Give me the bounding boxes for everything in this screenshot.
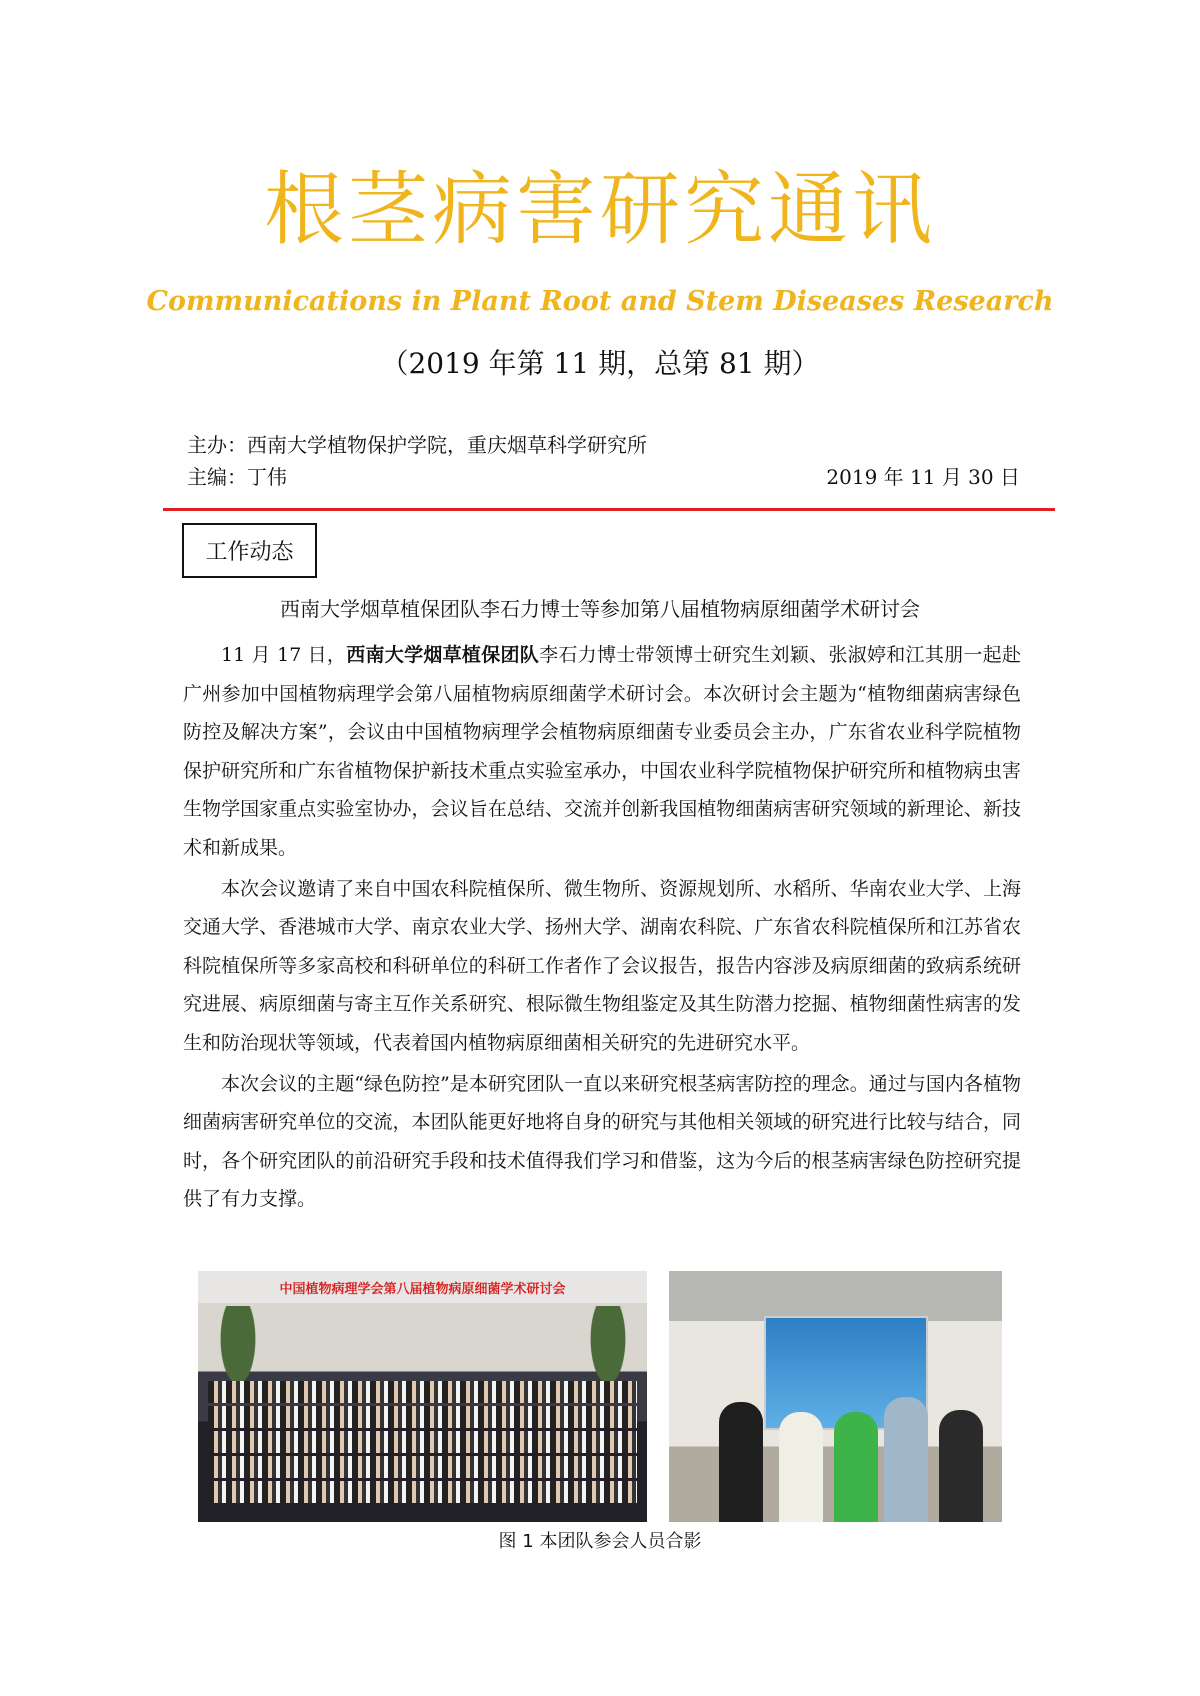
crowd-row [208,1381,637,1403]
person [884,1397,928,1522]
section-label: 工作动态 [182,523,317,578]
crowd-row [208,1456,637,1478]
crowd-row [208,1431,637,1453]
person [779,1412,823,1522]
crowd-row [208,1481,637,1503]
paragraph-2: 本次会议邀请了来自中国农科院植保所、微生物所、资源规划所、水稻所、华南农业大学、上海交通大学、香港城市大学、南京农业大学、扬州大学、湖南农科院、广东省农科院植保所和江苏省农科院植保所等多家高校和科研单位的科研工作者作了会议报告，报告内容涉及病原细菌的致病系统研究进展、病原细菌与寄主互作关系研究、根际微生物组鉴定及其生防潜力挖掘、植物细菌性病害的发生和防治现状等领域，代表着国内植物病原细菌相关研究的先进研究水平。 [183,877,1021,1054]
p1-text: 李石力博士带领博士研究生刘颖、张淑婷和江其朋一起赴广州参加中国植物病理学会第八届植物病原细菌学术研讨会。本次研讨会主题为“植物细菌病害绿色防控及解决方案”，会议由中国植物病理学会植物病原细菌专业委员会主办，广东省农业科学院植物保护研究所和广东省植物保护新技术重点实验室承办，中国农业科学院植物保护研究所和植物病虫害生物学国家重点实验室协办，会议旨在总结、交流并创新我国植物细菌病害研究领域的新理论、新技术和新成果。 [183,644,1021,859]
newsletter-title: 根茎病害研究通讯 [264,163,936,256]
issue-number: （2019 年第 11 期，总第 81 期） [380,347,820,380]
person [719,1402,763,1522]
person [939,1410,983,1522]
header-divider [163,508,1055,511]
person [834,1412,878,1522]
newsletter-subtitle: Communications in Plant Root and Stem Diseases Research [146,286,1054,317]
paragraph-1 [183,636,1021,868]
figure-caption: 图 1 本团队参会人员合影 [498,1531,702,1552]
p1-team-name: 西南大学烟草植保团队 [346,644,540,666]
editor-name: 主编：丁伟 [187,465,287,489]
host-line: 主办：西南大学植物保护学院，重庆烟草科学研究所 [187,433,647,457]
crowd-row [208,1406,637,1428]
article-title: 西南大学烟草植保团队李石力博士等参加第八届植物病原细菌学术研讨会 [280,597,920,621]
photo-banner: 中国植物病理学会第八届植物病原细菌学术研讨会 [198,1271,647,1303]
team-photo [669,1271,1002,1522]
paragraph-3: 本次会议的主题“绿色防控”是本研究团队一直以来研究根茎病害防控的理念。通过与国内各植物细菌病害研究单位的交流，本团队能更好地将自身的研究与其他相关领域的研究进行比较与结合，同时，各个研究团队的前沿研究手段和技术值得我们学习和借鉴，这为今后的根茎病害绿色防控研究提供了有力支撑。 [183,1072,1021,1211]
editor-line [187,462,1020,492]
p1-prefix: 11 月 17 日， [221,644,347,666]
group-photo [198,1271,647,1522]
article-body [183,636,1021,1221]
publish-date: 2019 年 11 月 30 日 [826,465,1020,489]
